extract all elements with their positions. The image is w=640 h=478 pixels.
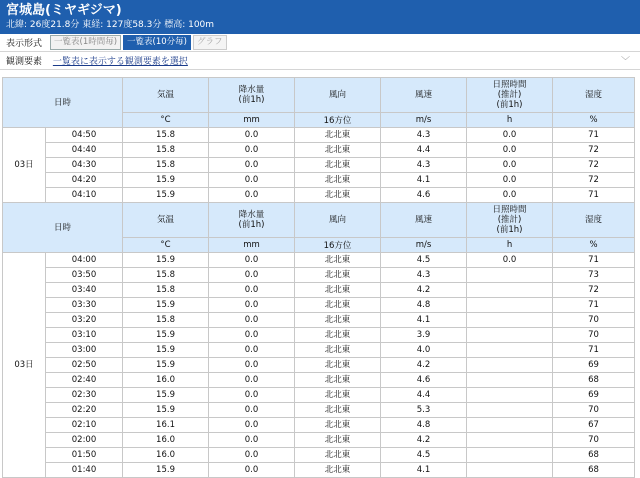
value-cell: 15.8 xyxy=(123,158,209,173)
value-cell: 0.0 xyxy=(209,298,295,313)
value-cell: 4.2 xyxy=(381,358,467,373)
table-row xyxy=(3,403,635,418)
value-cell: 北北東 xyxy=(295,128,381,143)
value-cell: 0.0 xyxy=(209,158,295,173)
value-cell xyxy=(467,358,553,373)
column-header: 風速 xyxy=(381,78,467,113)
value-cell: 0.0 xyxy=(467,173,553,188)
time-cell: 01:50 xyxy=(46,448,123,463)
value-cell: 0.0 xyxy=(467,143,553,158)
value-cell: 4.2 xyxy=(381,433,467,448)
time-cell: 03:20 xyxy=(46,313,123,328)
table-row xyxy=(3,418,635,433)
value-cell: 68 xyxy=(553,463,635,478)
value-cell: 0.0 xyxy=(209,403,295,418)
value-cell: 15.9 xyxy=(123,188,209,203)
table-row xyxy=(3,448,635,463)
day-cell: 03日 xyxy=(3,253,46,478)
value-cell: 15.9 xyxy=(123,463,209,478)
unit-header: % xyxy=(553,238,635,253)
column-header: 降水量 (前1h) xyxy=(209,203,295,238)
value-cell: 4.6 xyxy=(381,373,467,388)
value-cell: 0.0 xyxy=(467,188,553,203)
value-cell: 0.0 xyxy=(467,253,553,268)
value-cell: 北北東 xyxy=(295,253,381,268)
value-cell: 0.0 xyxy=(209,373,295,388)
value-cell: 15.8 xyxy=(123,128,209,143)
value-cell xyxy=(467,403,553,418)
value-cell xyxy=(467,313,553,328)
value-cell: 72 xyxy=(553,173,635,188)
value-cell xyxy=(467,373,553,388)
value-cell: 北北東 xyxy=(295,403,381,418)
value-cell: 4.1 xyxy=(381,173,467,188)
value-cell: 72 xyxy=(553,143,635,158)
value-cell: 4.1 xyxy=(381,313,467,328)
value-cell: 72 xyxy=(553,283,635,298)
value-cell: 69 xyxy=(553,358,635,373)
value-cell: 4.4 xyxy=(381,143,467,158)
value-cell: 4.4 xyxy=(381,388,467,403)
value-cell: 北北東 xyxy=(295,343,381,358)
value-cell: 73 xyxy=(553,268,635,283)
time-cell: 04:20 xyxy=(46,173,123,188)
value-cell: 15.9 xyxy=(123,358,209,373)
unit-header: h xyxy=(467,238,553,253)
unit-header: 16方位 xyxy=(295,238,381,253)
value-cell: 4.3 xyxy=(381,158,467,173)
value-cell: 67 xyxy=(553,418,635,433)
value-cell: 4.2 xyxy=(381,283,467,298)
value-cell: 15.9 xyxy=(123,328,209,343)
table-row xyxy=(3,188,635,203)
value-cell: 北北東 xyxy=(295,388,381,403)
value-cell: 4.1 xyxy=(381,463,467,478)
datetime-header: 日時 xyxy=(3,203,123,253)
value-cell: 15.9 xyxy=(123,403,209,418)
table-row xyxy=(3,128,635,143)
station-header xyxy=(0,0,640,34)
value-cell: 0.0 xyxy=(209,268,295,283)
table-row xyxy=(3,343,635,358)
value-cell: 15.9 xyxy=(123,343,209,358)
value-cell: 0.0 xyxy=(209,388,295,403)
time-cell: 03:10 xyxy=(46,328,123,343)
display-format-row xyxy=(0,34,640,52)
value-cell: 71 xyxy=(553,188,635,203)
value-cell: 0.0 xyxy=(209,433,295,448)
value-cell: 0.0 xyxy=(209,448,295,463)
time-cell: 03:30 xyxy=(46,298,123,313)
value-cell: 0.0 xyxy=(209,128,295,143)
unit-header: °C xyxy=(123,113,209,128)
table-row xyxy=(3,313,635,328)
value-cell: 15.9 xyxy=(123,298,209,313)
time-cell: 01:40 xyxy=(46,463,123,478)
value-cell: 71 xyxy=(553,298,635,313)
unit-header: h xyxy=(467,113,553,128)
value-cell: 5.3 xyxy=(381,403,467,418)
value-cell: 16.1 xyxy=(123,418,209,433)
value-cell: 北北東 xyxy=(295,463,381,478)
value-cell: 4.6 xyxy=(381,188,467,203)
select-elements-link[interactable]: 一覧表に表示する観測要素を選択 xyxy=(52,57,188,67)
value-cell: 68 xyxy=(553,373,635,388)
value-cell: 70 xyxy=(553,403,635,418)
observation-table xyxy=(2,77,635,478)
column-header: 湿度 xyxy=(553,203,635,238)
time-cell: 04:50 xyxy=(46,128,123,143)
chevron-down-icon[interactable]: ﹀ xyxy=(620,57,630,67)
column-header: 風向 xyxy=(295,78,381,113)
value-cell: 70 xyxy=(553,313,635,328)
value-cell: 4.5 xyxy=(381,253,467,268)
value-cell: 72 xyxy=(553,158,635,173)
value-cell xyxy=(467,268,553,283)
time-cell: 04:00 xyxy=(46,253,123,268)
unit-header: % xyxy=(553,113,635,128)
table-header-row xyxy=(3,203,635,238)
value-cell: 16.0 xyxy=(123,373,209,388)
table-row xyxy=(3,268,635,283)
value-cell: 0.0 xyxy=(209,343,295,358)
value-cell: 0.0 xyxy=(209,188,295,203)
value-cell: 15.8 xyxy=(123,268,209,283)
value-cell: 北北東 xyxy=(295,283,381,298)
table-row xyxy=(3,433,635,448)
value-cell: 北北東 xyxy=(295,173,381,188)
time-cell: 03:40 xyxy=(46,283,123,298)
column-header: 気温 xyxy=(123,78,209,113)
value-cell: 0.0 xyxy=(209,328,295,343)
value-cell: 0.0 xyxy=(209,283,295,298)
value-cell: 15.9 xyxy=(123,253,209,268)
column-header: 日照時間 (推計) (前1h) xyxy=(467,78,553,113)
value-cell: 71 xyxy=(553,253,635,268)
ten-minute-table-button[interactable]: 一覧表(10分毎) xyxy=(123,35,191,50)
value-cell: 3.9 xyxy=(381,328,467,343)
value-cell: 4.5 xyxy=(381,448,467,463)
value-cell: 0.0 xyxy=(209,253,295,268)
day-cell: 03日 xyxy=(3,128,46,203)
value-cell: 71 xyxy=(553,343,635,358)
table-row xyxy=(3,283,635,298)
value-cell: 北北東 xyxy=(295,298,381,313)
time-cell: 02:40 xyxy=(46,373,123,388)
display-format-label: 表示形式 xyxy=(6,39,43,49)
value-cell: 70 xyxy=(553,433,635,448)
value-cell xyxy=(467,298,553,313)
value-cell: 北北東 xyxy=(295,158,381,173)
column-header: 風向 xyxy=(295,203,381,238)
value-cell xyxy=(467,283,553,298)
elements-label: 観測要素 xyxy=(6,57,43,67)
value-cell xyxy=(467,433,553,448)
time-cell: 03:00 xyxy=(46,343,123,358)
table-row xyxy=(3,253,635,268)
value-cell: 北北東 xyxy=(295,268,381,283)
value-cell: 北北東 xyxy=(295,188,381,203)
value-cell: 0.0 xyxy=(209,313,295,328)
value-cell: 0.0 xyxy=(467,128,553,143)
time-cell: 04:10 xyxy=(46,188,123,203)
table-row xyxy=(3,388,635,403)
table-header-row xyxy=(3,78,635,113)
table-row xyxy=(3,158,635,173)
value-cell: 15.9 xyxy=(123,173,209,188)
time-cell: 02:10 xyxy=(46,418,123,433)
value-cell: 北北東 xyxy=(295,328,381,343)
value-cell: 0.0 xyxy=(209,173,295,188)
value-cell xyxy=(467,328,553,343)
value-cell: 4.3 xyxy=(381,268,467,283)
table-row xyxy=(3,298,635,313)
value-cell: 15.8 xyxy=(123,283,209,298)
graph-button[interactable]: グラフ xyxy=(193,35,227,50)
table-row xyxy=(3,173,635,188)
datetime-header: 日時 xyxy=(3,78,123,128)
station-location: 北緯: 26度21.8分 東経: 127度58.3分 標高: 100m xyxy=(6,20,215,30)
time-cell: 03:50 xyxy=(46,268,123,283)
column-header: 日照時間 (推計) (前1h) xyxy=(467,203,553,238)
value-cell: 4.8 xyxy=(381,418,467,433)
unit-header: °C xyxy=(123,238,209,253)
value-cell: 4.0 xyxy=(381,343,467,358)
column-header: 湿度 xyxy=(553,78,635,113)
column-header: 降水量 (前1h) xyxy=(209,78,295,113)
value-cell: 69 xyxy=(553,388,635,403)
time-cell: 04:30 xyxy=(46,158,123,173)
value-cell: 15.9 xyxy=(123,388,209,403)
value-cell: 北北東 xyxy=(295,143,381,158)
value-cell xyxy=(467,418,553,433)
unit-header: m/s xyxy=(381,238,467,253)
column-header: 風速 xyxy=(381,203,467,238)
value-cell: 16.0 xyxy=(123,448,209,463)
table-row xyxy=(3,373,635,388)
value-cell: 68 xyxy=(553,448,635,463)
hourly-table-button[interactable]: 一覧表(1時間毎) xyxy=(50,35,121,50)
value-cell: 71 xyxy=(553,128,635,143)
table-row xyxy=(3,358,635,373)
value-cell: 0.0 xyxy=(467,158,553,173)
value-cell: 北北東 xyxy=(295,448,381,463)
unit-header: mm xyxy=(209,238,295,253)
value-cell: 北北東 xyxy=(295,418,381,433)
value-cell: 4.8 xyxy=(381,298,467,313)
value-cell xyxy=(467,388,553,403)
time-cell: 02:00 xyxy=(46,433,123,448)
elements-row xyxy=(0,52,640,70)
table-row xyxy=(3,328,635,343)
unit-header: mm xyxy=(209,113,295,128)
value-cell: 北北東 xyxy=(295,358,381,373)
value-cell: 0.0 xyxy=(209,358,295,373)
time-cell: 02:50 xyxy=(46,358,123,373)
value-cell xyxy=(467,343,553,358)
value-cell: 15.8 xyxy=(123,313,209,328)
value-cell xyxy=(467,463,553,478)
value-cell: 16.0 xyxy=(123,433,209,448)
time-cell: 04:40 xyxy=(46,143,123,158)
value-cell: 4.3 xyxy=(381,128,467,143)
value-cell: 70 xyxy=(553,328,635,343)
value-cell: 0.0 xyxy=(209,463,295,478)
value-cell: 北北東 xyxy=(295,373,381,388)
value-cell: 0.0 xyxy=(209,418,295,433)
column-header: 気温 xyxy=(123,203,209,238)
unit-header: m/s xyxy=(381,113,467,128)
time-cell: 02:20 xyxy=(46,403,123,418)
value-cell: 0.0 xyxy=(209,143,295,158)
table-row xyxy=(3,463,635,478)
value-cell: 15.8 xyxy=(123,143,209,158)
table-row xyxy=(3,143,635,158)
value-cell: 北北東 xyxy=(295,313,381,328)
value-cell xyxy=(467,448,553,463)
time-cell: 02:30 xyxy=(46,388,123,403)
value-cell: 北北東 xyxy=(295,433,381,448)
unit-header: 16方位 xyxy=(295,113,381,128)
station-title: 宮城島(ミヤギジマ) xyxy=(6,3,122,18)
